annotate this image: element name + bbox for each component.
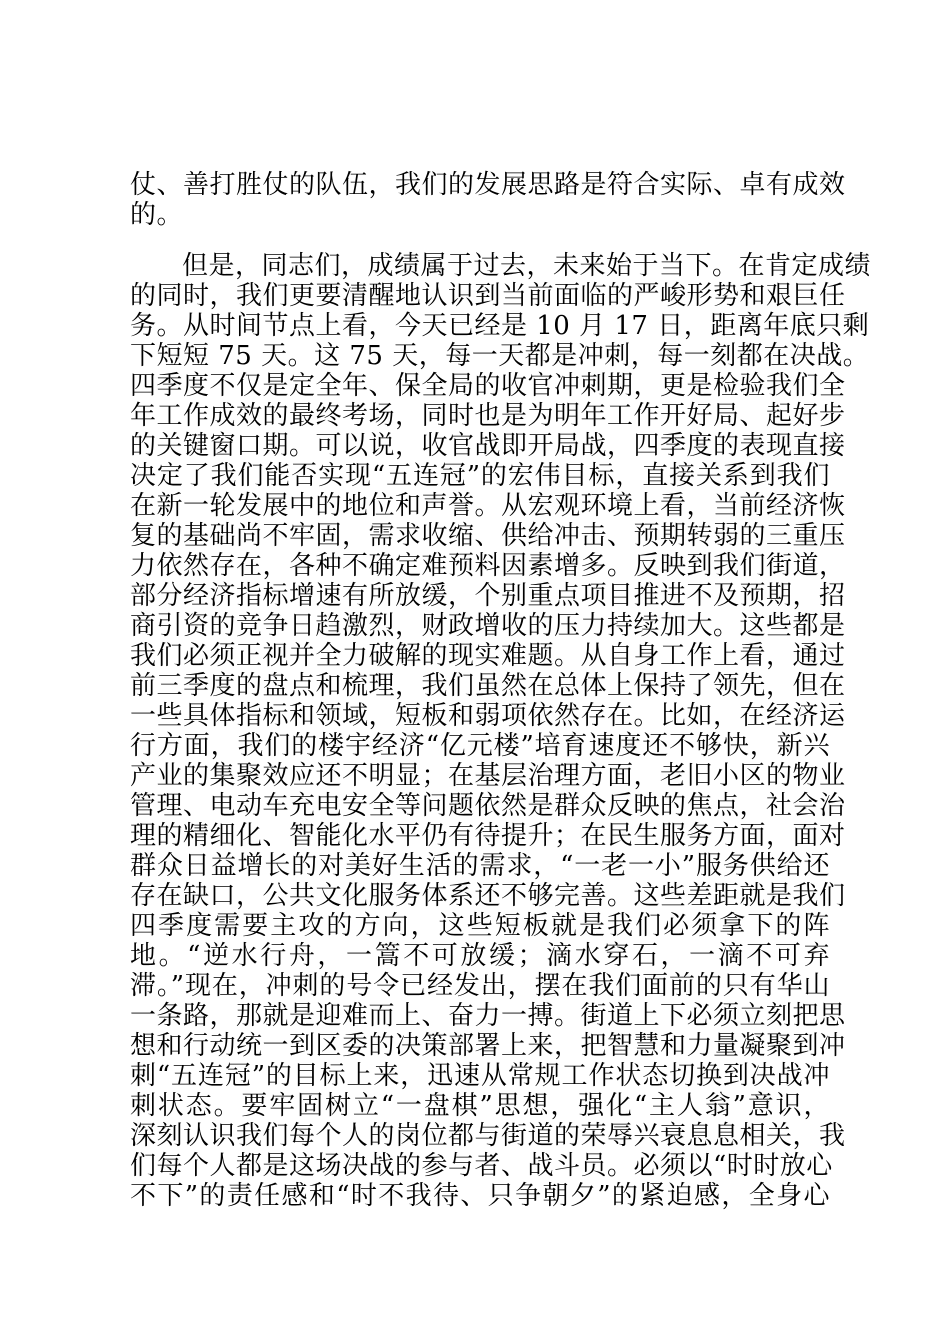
text-line: 决定了我们能否实现“五连冠”的宏伟目标，直接关系到我们 xyxy=(130,461,830,491)
text-line: 前三季度的盘点和梳理，我们虽然在总体上保持了领先，但在 xyxy=(130,671,846,701)
text-line: 的同时，我们更要清醒地认识到当前面临的严峻形势和艰巨任 xyxy=(130,281,846,311)
text-line: 深刻认识我们每个人的岗位都与街道的荣辱兴衰息息相关，我 xyxy=(130,1121,846,1151)
paragraph-continuation xyxy=(130,170,846,230)
text-line: 管理、电动车充电安全等问题依然是群众反映的焦点，社会治 xyxy=(130,791,846,821)
text-line: 行方面，我们的楼宇经济“亿元楼”培育速度还不够快，新兴 xyxy=(130,731,830,761)
text-line: 部分经济指标增速有所放缓，个别重点项目推进不及预期，招 xyxy=(130,581,846,611)
text-line: 的关键窗口期。可以说，收官战即开局战，四季度的表现直接 xyxy=(130,431,846,461)
text-line: 在新一轮发展中的地位和声誉。从宏观环境上看，当前经济恢 xyxy=(130,491,846,521)
text-line: 一条路，那就是迎难而上、奋力一搏。街道上下必须立刻把思 xyxy=(130,1001,846,1031)
text-line: 滞。”现在，冲刺的号令已经发出，摆在我们面前的只有华山 xyxy=(130,971,830,1001)
text-line: 年工作成效的最终考场，同时也是为明年工作开好局、起好步 xyxy=(130,401,846,431)
text-line: 一些具体指标和领域，短板和弱项依然存在。比如，在经济运 xyxy=(130,701,846,731)
text-line: 不下”的责任感和“时不我待、只争朝夕”的紧迫感，全身心 xyxy=(130,1181,830,1211)
text-line: 但是，同志们，成绩属于过去，未来始于当下。在肯定成绩 xyxy=(182,251,872,281)
text-line: 刺“五连冠”的目标上来，迅速从常规工作状态切换到决战冲 xyxy=(130,1061,830,1091)
text-line: 我们必须正视并全力破解的现实难题。从自身工作上看，通过 xyxy=(130,641,846,671)
text-line: 的。 xyxy=(130,200,184,230)
text-line: 存在缺口，公共文化服务体系还不够完善。这些差距就是我们 xyxy=(130,881,846,911)
text-line: 四季度不仅是定全年、保全局的收官冲刺期，更是检验我们全 xyxy=(130,371,846,401)
text-line: 地。“逆水行舟，一篙不可放缓；滴水穿石，一滴不可弃 xyxy=(130,941,830,971)
text-line: 务。从时间节点上看，今天已经是 10 月 17 日，距离年底只剩 xyxy=(130,311,870,341)
text-line: 力依然存在，各种不确定难预料因素增多。反映到我们街道， xyxy=(130,551,846,581)
text-line: 想和行动统一到区委的决策部署上来，把智慧和力量凝聚到冲 xyxy=(130,1031,846,1061)
text-line: 复的基础尚不牢固，需求收缩、供给冲击、预期转弱的三重压 xyxy=(130,521,846,551)
text-line: 理的精细化、智能化水平仍有待提升；在民生服务方面，面对 xyxy=(130,821,846,851)
text-line: 群众日益增长的对美好生活的需求，“一老一小”服务供给还 xyxy=(130,851,830,881)
text-line: 产业的集聚效应还不明显；在基层治理方面，老旧小区的物业 xyxy=(130,761,846,791)
text-line: 四季度需要主攻的方向，这些短板就是我们必须拿下的阵 xyxy=(130,911,830,941)
text-line: 仗、善打胜仗的队伍，我们的发展思路是符合实际、卓有成效 xyxy=(130,170,846,200)
paragraph-main xyxy=(130,251,872,1211)
text-line: 们每个人都是这场决战的参与者、战斗员。必须以“时时放心 xyxy=(130,1151,833,1181)
text-line: 商引资的竞争日趋激烈，财政增收的压力持续加大。这些都是 xyxy=(130,611,846,641)
text-line: 下短短 75 天。这 75 天，每一天都是冲刺，每一刻都在决战。 xyxy=(130,341,870,371)
text-line: 刺状态。要牢固树立“一盘棋”思想，强化“主人翁”意识， xyxy=(130,1091,830,1121)
